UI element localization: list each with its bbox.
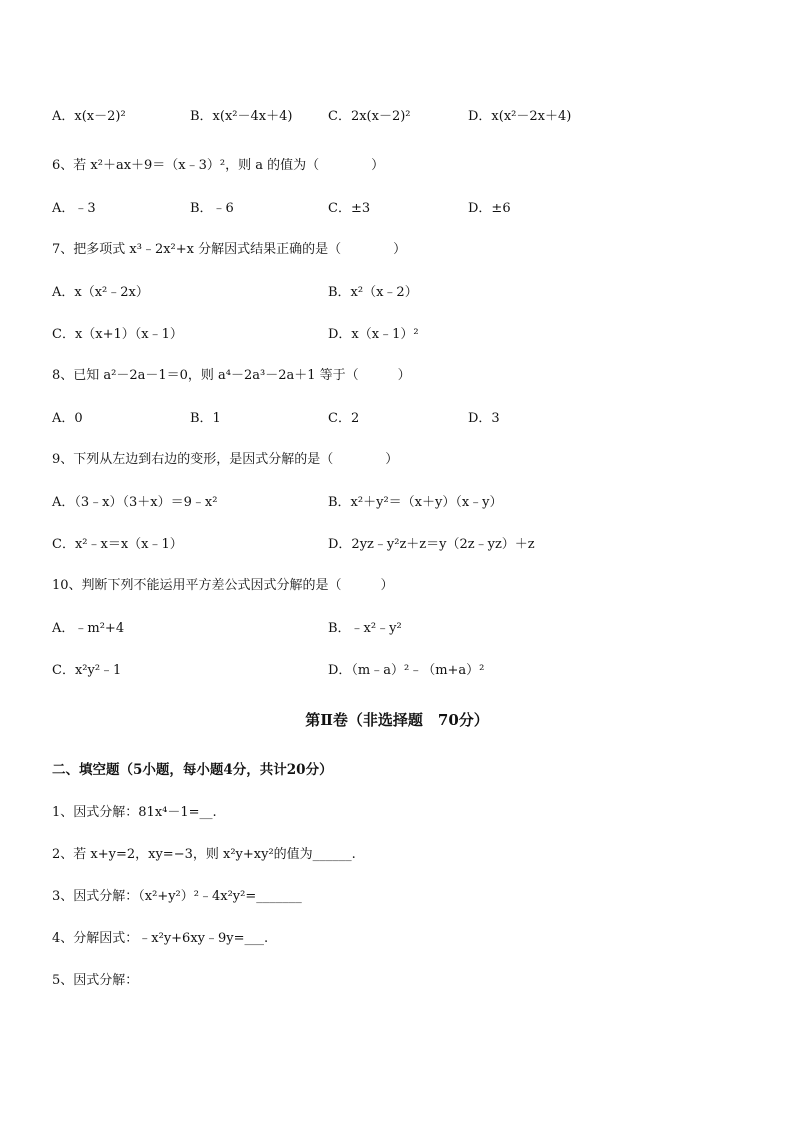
q5-option-c[interactable]: C．2x(x－2)² bbox=[328, 109, 411, 124]
q10-option-d[interactable]: D．（m﹣a）²﹣（m+a）² bbox=[328, 663, 485, 678]
q9-option-c[interactable]: C．x²﹣x＝x（x﹣1） bbox=[52, 537, 183, 552]
fill-blank-4: 4、分解因式：﹣x²y+6xy﹣9y=___. bbox=[52, 931, 269, 946]
q8-stem: 8、已知 a²－2a－1＝0，则 a⁴－2a³－2a＋1 等于（ ） bbox=[52, 368, 411, 383]
fill-blank-5: 5、因式分解： bbox=[52, 973, 139, 988]
q5-option-a[interactable]: A．x(x－2)² bbox=[52, 109, 126, 124]
q10-option-a[interactable]: A．﹣m²+4 bbox=[52, 621, 125, 636]
q7-stem: 7、把多项式 x³﹣2x²+x 分解因式结果正确的是（ ） bbox=[52, 242, 407, 257]
q6-option-b[interactable]: B．﹣6 bbox=[190, 201, 234, 216]
q8-option-d[interactable]: D．3 bbox=[468, 411, 500, 426]
q10-stem: 10、判断下列不能运用平方差公式因式分解的是（ ） bbox=[52, 578, 394, 593]
q6-option-d[interactable]: D．±6 bbox=[468, 201, 511, 216]
q5-option-d[interactable]: D．x(x²－2x＋4) bbox=[468, 109, 572, 124]
fill-blank-3: 3、因式分解：（x²+y²）²﹣4x²y²=_______ bbox=[52, 889, 302, 904]
q8-option-b[interactable]: B．1 bbox=[190, 411, 221, 426]
q6-stem: 6、若 x²＋ax＋9＝（x﹣3）²，则 a 的值为（ ） bbox=[52, 158, 385, 173]
q9-option-b[interactable]: B．x²＋y²＝（x＋y）（x﹣y） bbox=[328, 495, 503, 510]
q9-stem: 9、下列从左边到右边的变形，是因式分解的是（ ） bbox=[52, 452, 399, 467]
q9-option-d[interactable]: D．2yz﹣y²z＋z＝y（2z﹣yz）＋z bbox=[328, 537, 535, 552]
q7-option-a[interactable]: A．x（x²﹣2x） bbox=[52, 285, 149, 300]
q10-option-c[interactable]: C．x²y²﹣1 bbox=[52, 663, 122, 678]
q5-option-b[interactable]: B．x(x²－4x＋4) bbox=[190, 109, 293, 124]
section-title: 第Ⅱ卷（非选择题 70分） bbox=[305, 711, 489, 729]
q8-option-c[interactable]: C．2 bbox=[328, 411, 360, 426]
q10-option-b[interactable]: B．﹣x²﹣y² bbox=[328, 621, 402, 636]
q9-option-a[interactable]: A．（3﹣x）（3＋x）＝9﹣x² bbox=[52, 495, 218, 510]
q6-option-c[interactable]: C．±3 bbox=[328, 201, 371, 216]
part-title: 二、填空题（5小题，每小题4分，共计20分） bbox=[52, 762, 333, 778]
q8-option-a[interactable]: A．0 bbox=[52, 411, 83, 426]
q6-option-a[interactable]: A．﹣3 bbox=[52, 201, 96, 216]
fill-blank-1: 1、因式分解：81x⁴－1=__. bbox=[52, 805, 217, 820]
q7-option-c[interactable]: C．x（x+1）（x﹣1） bbox=[52, 327, 183, 342]
q7-option-b[interactable]: B．x²（x﹣2） bbox=[328, 285, 418, 300]
q7-option-d[interactable]: D．x（x﹣1）² bbox=[328, 327, 419, 342]
fill-blank-2: 2、若 x+y=2，xy=−3，则 x²y+xy²的值为______. bbox=[52, 847, 356, 862]
